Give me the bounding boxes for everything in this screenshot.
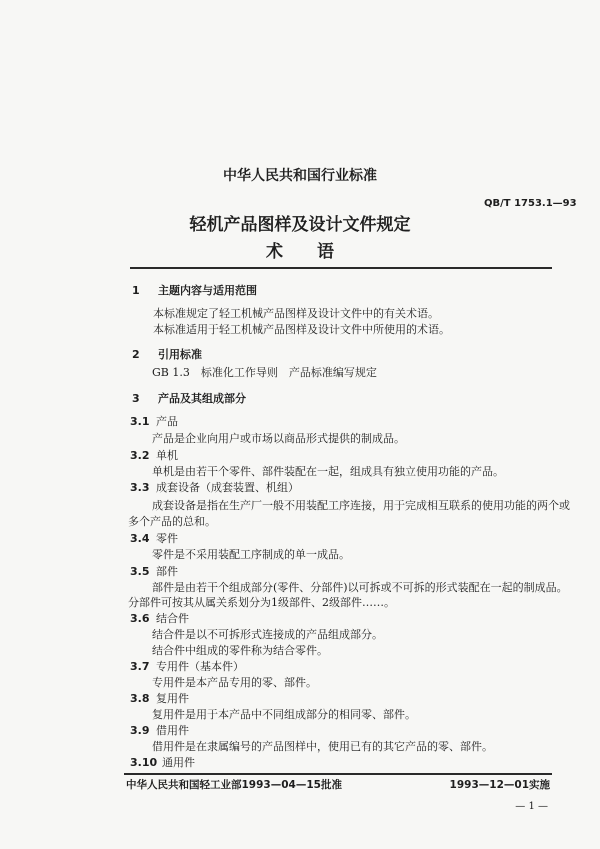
approval-date: 中华人民共和国轻工业部1993—04—15批准 [126, 779, 342, 791]
page-number: — 1 — [515, 801, 548, 812]
paragraph: 单机是由若干个零件、部件装配在一起，组成具有独立使用功能的产品。 [152, 465, 504, 478]
subtitle: 术 语 [266, 242, 334, 262]
term-heading: 3.7 专用件（基本件） [130, 660, 244, 673]
paragraph: 结合件中组成的零件称为结合零件。 [152, 644, 328, 657]
section-2-heading: 2 引用标准 [132, 348, 202, 361]
paragraph: 成套设备是指在生产厂一般不用装配工序连接，用于完成相互联系的使用功能的两个或 [152, 499, 570, 512]
standard-code: QB/T 1753.1—93 [484, 198, 577, 209]
paragraph: 多个产品的总和。 [128, 515, 216, 528]
term-heading: 3.3 成套设备（成套装置、机组） [130, 481, 299, 494]
term-heading: 3.4 零件 [130, 532, 178, 545]
term-heading: 3.5 部件 [130, 565, 178, 578]
term-heading: 3.2 单机 [130, 449, 178, 462]
org-title: 中华人民共和国行业标准 [223, 168, 377, 184]
term-heading: 3.9 借用件 [130, 724, 189, 737]
effective-date: 1993—12—01实施 [449, 779, 550, 791]
section-3-heading: 3 产品及其组成部分 [132, 392, 246, 405]
term-heading: 3.10 通用件 [130, 756, 195, 769]
reference: GB 1.3 标准化工作导则 产品标准编写规定 [152, 366, 377, 379]
paragraph: 本标准适用于轻工机械产品图样及设计文件中所使用的术语。 [153, 323, 450, 336]
footer-rule [124, 773, 552, 775]
paragraph: 部件是由若干个组成部分(零件、分部件)以可拆或不可拆的形式装配在一起的制成品。 [152, 581, 568, 594]
paragraph: 产品是企业向用户或市场以商品形式提供的制成品。 [152, 432, 405, 445]
paragraph: 复用件是用于本产品中不同组成部分的相同零、部件。 [152, 708, 416, 721]
paragraph: 本标准规定了轻工机械产品图样及设计文件中的有关术语。 [153, 307, 439, 320]
section-1-heading: 1 主题内容与适用范围 [132, 284, 257, 297]
term-heading: 3.6 结合件 [130, 612, 189, 625]
main-title: 轻机产品图样及设计文件规定 [189, 215, 411, 235]
header-rule [130, 267, 552, 269]
term-heading: 3.8 复用件 [130, 692, 189, 705]
paragraph: 零件是不采用装配工序制成的单一成品。 [152, 548, 350, 561]
paragraph: 借用件是在隶属编号的产品图样中，使用已有的其它产品的零、部件。 [152, 740, 493, 753]
term-heading: 3.1 产品 [130, 415, 178, 428]
paragraph: 结合件是以不可拆形式连接成的产品组成部分。 [152, 628, 383, 641]
paragraph: 专用件是本产品专用的零、部件。 [152, 676, 317, 689]
paragraph: 分部件可按其从属关系划分为1级部件、2级部件……。 [128, 596, 395, 609]
